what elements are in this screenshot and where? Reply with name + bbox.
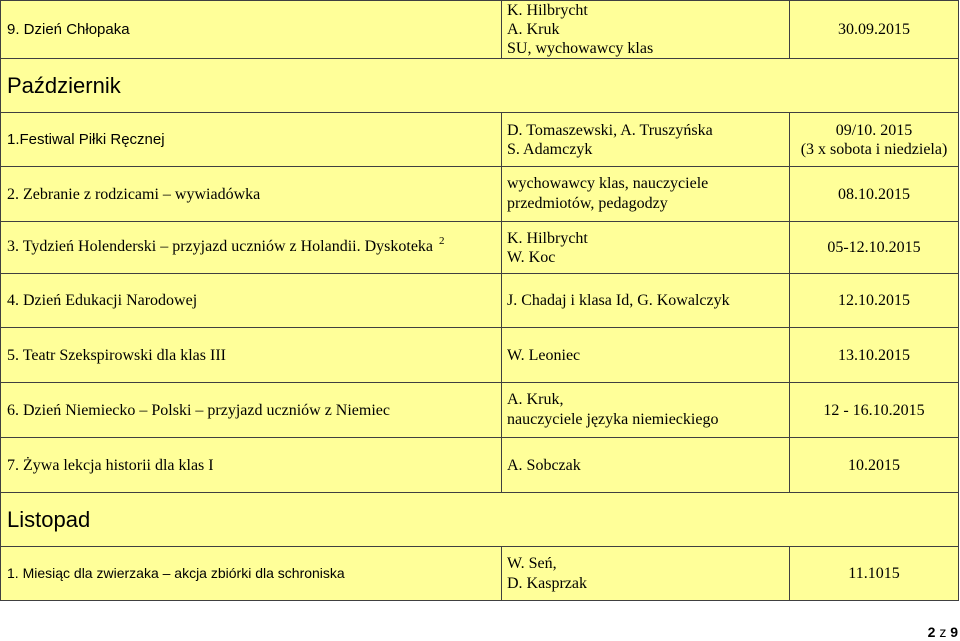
- event-row: [1, 438, 959, 493]
- event-row: [1, 274, 959, 328]
- event-row: [1, 328, 959, 383]
- responsible-line: przedmiotów, pedagodzy: [507, 195, 668, 212]
- event-responsible: [502, 328, 790, 382]
- event-date: [790, 328, 959, 382]
- event-row: [1, 383, 959, 438]
- date-line: 05-12.10.2015: [827, 239, 921, 256]
- event-title-text: 1. Miesiąc dla zwierzaka – akcja zbiórki dla schroniska: [7, 565, 345, 581]
- date-line: 09/10. 2015: [835, 121, 913, 139]
- event-title-line: [7, 237, 501, 258]
- responsible-line: wychowawcy klas, nauczyciele: [507, 175, 709, 192]
- responsible-line: nauczyciele języka niemieckiego: [507, 411, 719, 428]
- event-date: [790, 1, 959, 58]
- page-separator: z: [939, 624, 947, 640]
- event-responsible: [502, 383, 790, 437]
- date-line: 08.10.2015: [838, 185, 910, 203]
- event-row: [1, 547, 959, 601]
- event-responsible: [502, 222, 790, 273]
- event-title-text: 9. Dzień Chłopaka: [7, 21, 130, 38]
- date-line: 30.09.2015: [838, 21, 910, 38]
- event-responsible: [502, 167, 790, 221]
- event-title-text: 1.Festiwal Piłki Ręcznej: [7, 131, 165, 148]
- event-row: [1, 1, 959, 59]
- responsible-line: A. Kruk: [507, 21, 560, 38]
- date-line: 13.10.2015: [838, 346, 910, 364]
- event-title: [1, 547, 502, 600]
- event-responsible: [502, 1, 790, 58]
- month-row-october: [1, 59, 959, 113]
- event-row: [1, 113, 959, 167]
- event-row: [1, 167, 959, 222]
- event-date: [790, 547, 959, 600]
- date-line: 10.2015: [848, 456, 900, 474]
- event-title: [1, 328, 502, 382]
- event-title-text: 5. Teatr Szekspirowski dla klas III: [7, 346, 226, 364]
- total-pages: 9: [950, 624, 958, 640]
- responsible-line: S. Adamczyk: [507, 140, 593, 158]
- event-date: [790, 222, 959, 273]
- event-date: [790, 274, 959, 327]
- month-heading-october: [1, 59, 959, 112]
- event-title: [1, 274, 502, 327]
- responsible-line: SU, wychowawcy klas: [507, 40, 654, 57]
- event-title-text: 4. Dzień Edukacji Narodowej: [7, 292, 198, 309]
- month-heading-text: Październik: [7, 72, 121, 98]
- event-date: [790, 167, 959, 221]
- event-title: [1, 438, 502, 492]
- event-responsible: [502, 274, 790, 327]
- event-date: [790, 113, 959, 166]
- responsible-line: K. Hilbrycht: [507, 2, 588, 19]
- event-date: [790, 383, 959, 437]
- date-line: 11.1015: [848, 565, 900, 582]
- event-responsible: [502, 547, 790, 600]
- event-responsible: [502, 113, 790, 166]
- month-heading-november: [1, 493, 959, 546]
- responsible-line: J. Chadaj i klasa Id, G. Kowalczyk: [507, 292, 730, 309]
- event-title-text: 2. Zebranie z rodzicami – wywiadówka: [7, 185, 261, 203]
- responsible-line: K. Hilbrycht: [507, 229, 588, 247]
- responsible-line: W. Koc: [507, 248, 556, 266]
- event-title-text: 7. Żywa lekcja historii dla klas I: [7, 456, 214, 474]
- footnote-marker: 2: [439, 235, 445, 247]
- responsible-line: W. Seń,: [507, 554, 557, 572]
- event-title: [1, 383, 502, 437]
- event-responsible: [502, 438, 790, 492]
- page-number: [928, 624, 958, 640]
- date-line: (3 x sobota i niedziela): [800, 140, 948, 158]
- event-title-text: 6. Dzień Niemiecko – Polski – przyjazd uczniów z Niemiec: [7, 401, 390, 419]
- event-title-text: 3. Tydzień Holenderski – przyjazd uczniów z Holandii. Dyskoteka: [7, 238, 434, 255]
- event-title: [1, 113, 502, 166]
- date-line: 12.10.2015: [838, 292, 910, 309]
- event-title: [1, 1, 502, 58]
- event-date: [790, 438, 959, 492]
- event-row: [1, 222, 959, 274]
- responsible-line: A. Kruk,: [507, 391, 564, 408]
- date-line: 12 - 16.10.2015: [823, 401, 925, 419]
- current-page: 2: [927, 624, 936, 640]
- event-title: [1, 167, 502, 221]
- responsible-line: D. Kasprzak: [507, 574, 587, 592]
- month-heading-text: Listopad: [7, 506, 91, 532]
- month-row-november: [1, 493, 959, 547]
- responsible-line: D. Tomaszewski, A. Truszyńska: [507, 121, 713, 139]
- responsible-line: A. Sobczak: [507, 456, 581, 474]
- event-title: [1, 222, 502, 273]
- responsible-line: W. Leoniec: [507, 346, 581, 364]
